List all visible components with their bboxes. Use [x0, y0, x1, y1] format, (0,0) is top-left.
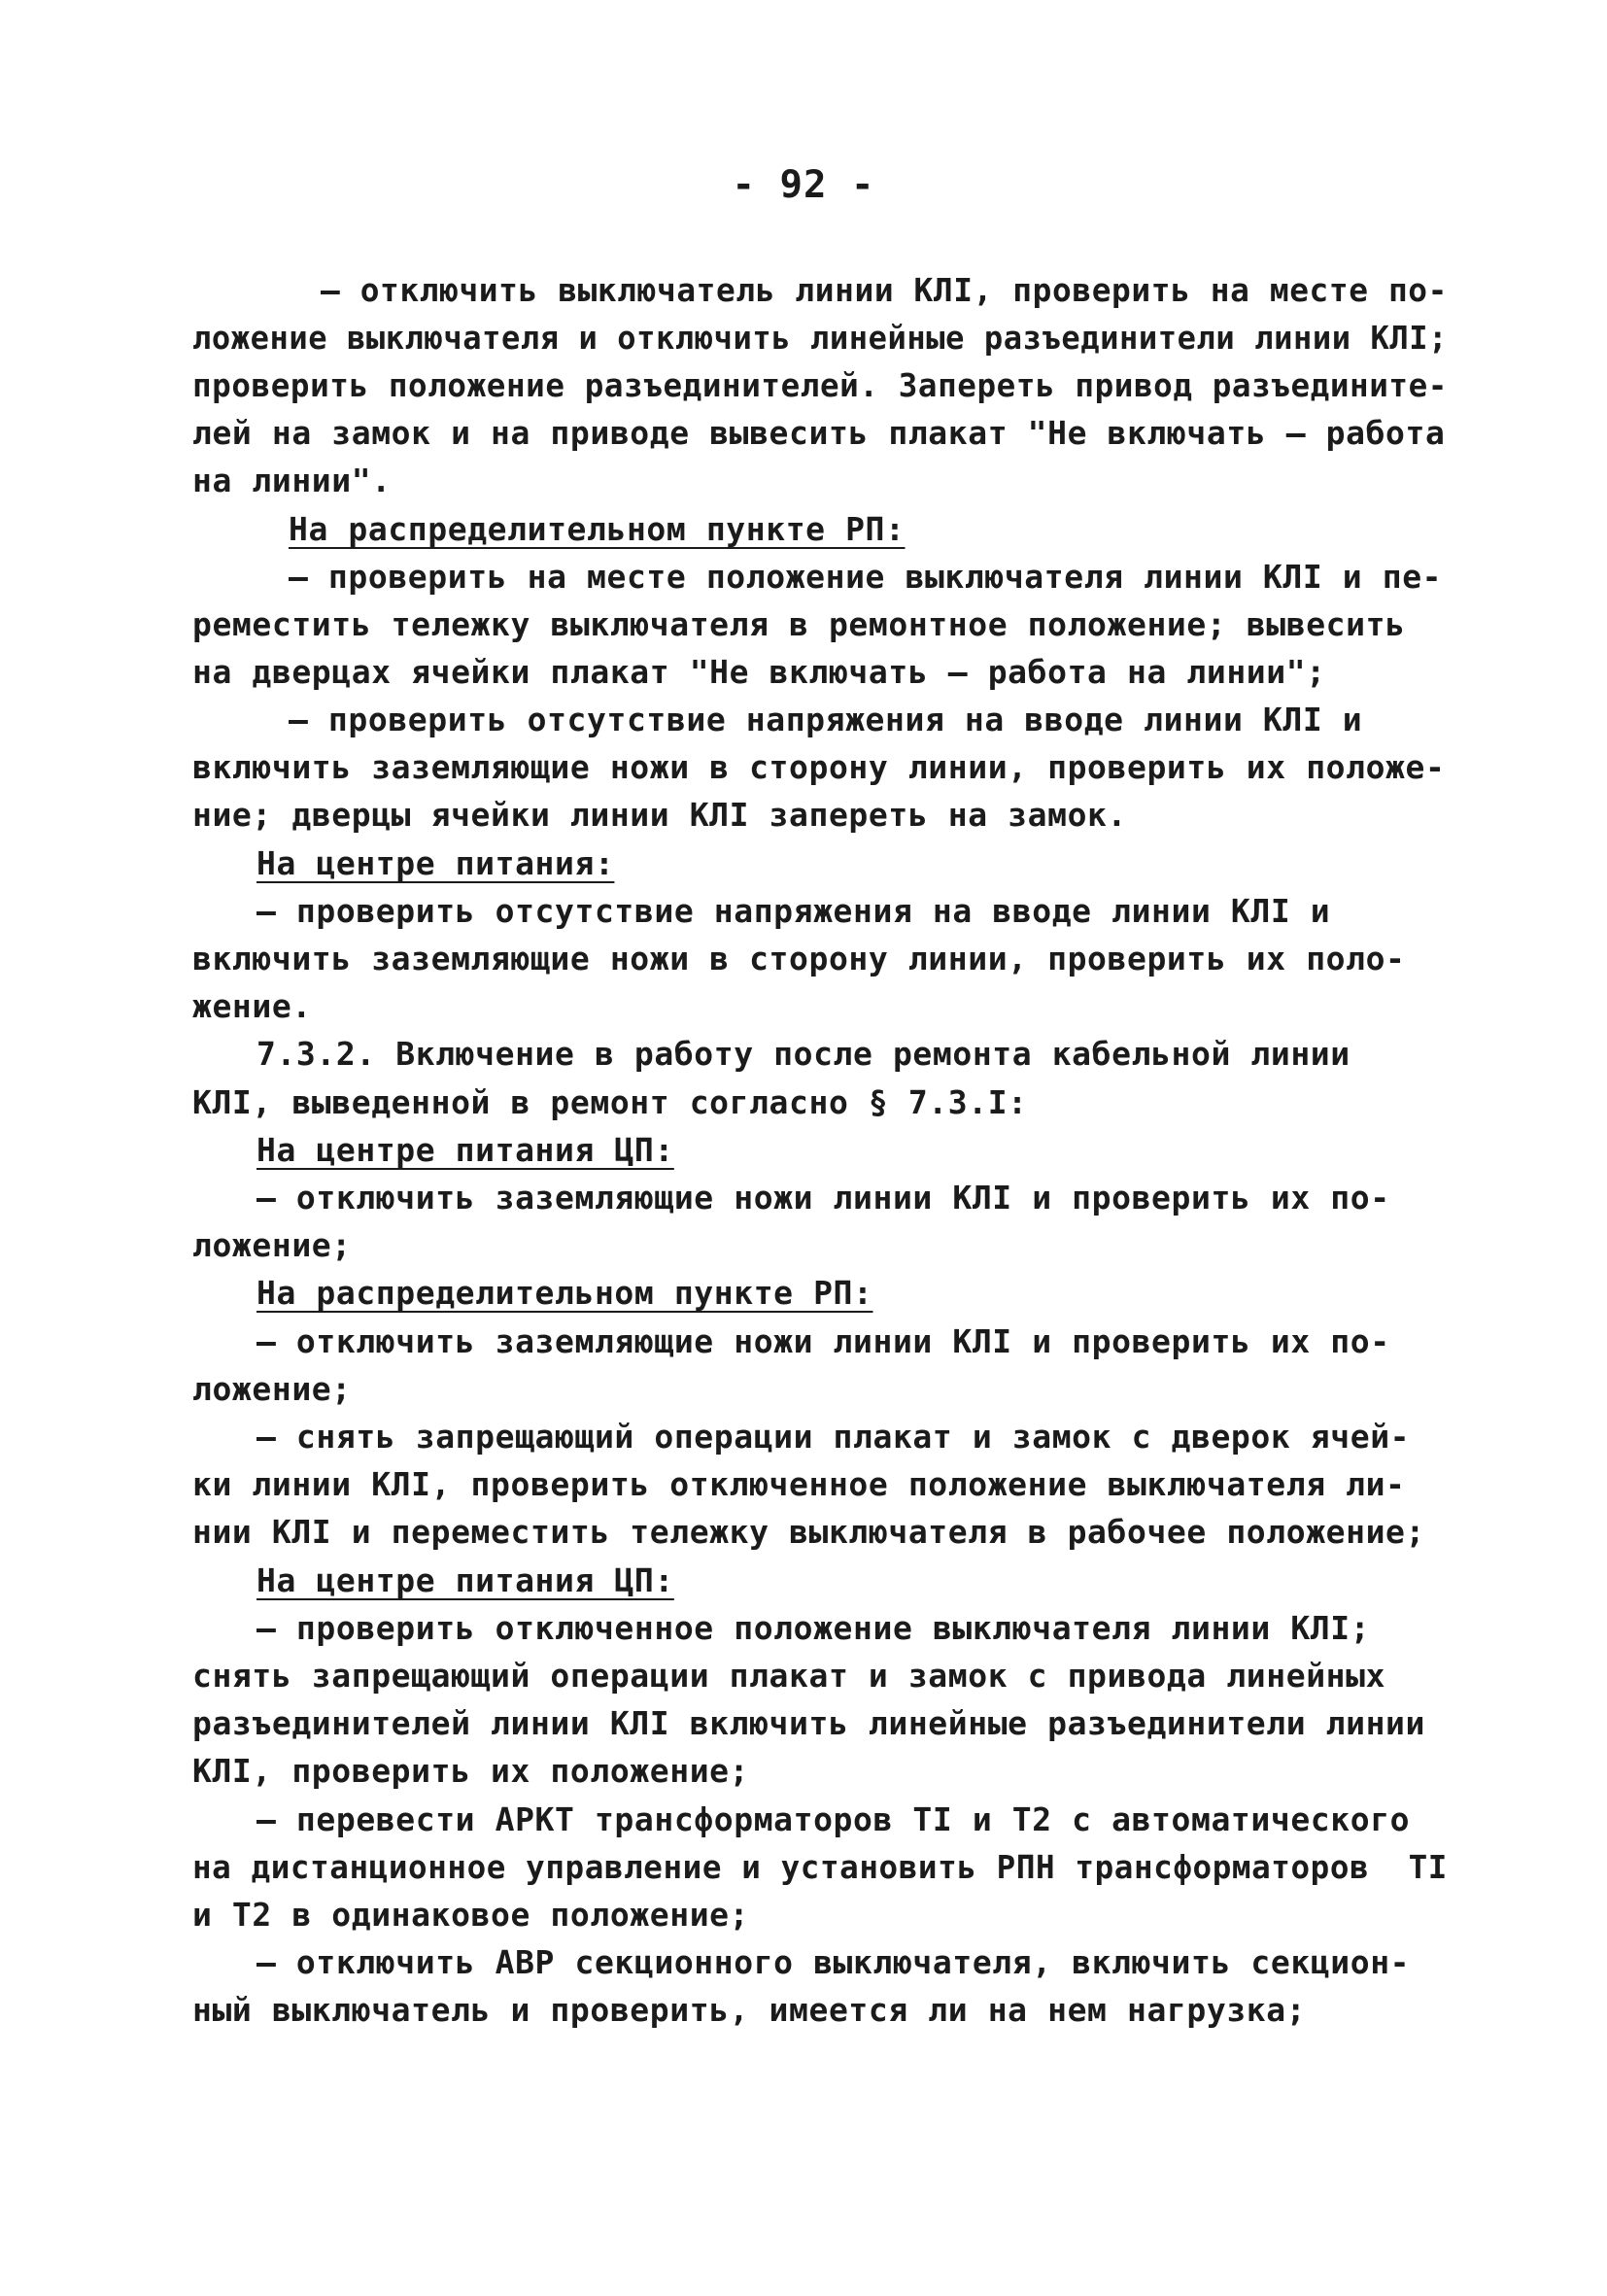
text-line: ложение выключателя и отключить линейные разъединители линии КЛI; — [192, 319, 1448, 357]
text-line: КЛI, проверить их положение; — [192, 1752, 750, 1790]
text-line: включить заземляющие ножи в сторону линии, проверить их поло- — [192, 940, 1406, 977]
text-line: – проверить отключенное положение выключателя линии КЛI; — [256, 1609, 1371, 1647]
text-line: – проверить отсутствие напряжения на вводе линии КЛI и — [256, 892, 1331, 930]
section-heading: На распределительном пункте РП: — [256, 1274, 873, 1312]
text-line: – проверить отсутствие напряжения на вводе линии КЛI и — [289, 701, 1363, 738]
text-line: разъединителей линии КЛI включить линейные разъединители линии — [192, 1704, 1425, 1742]
text-line: – отключить заземляющие ножи линии КЛI и проверить их по- — [256, 1179, 1390, 1217]
page-number: - 92 - — [732, 163, 875, 207]
text-line: проверить положение разъединителей. Запереть привод разъедините- — [192, 366, 1448, 404]
text-line: реместить тележку выключателя в ремонтное положение; вывесить — [192, 605, 1406, 643]
text-line: – проверить на месте положение выключателя линии КЛI и пе- — [289, 558, 1443, 596]
text-line: – отключить выключатель линии КЛI, проверить на месте по- — [321, 271, 1449, 309]
text-line: – перевести АРКТ трансформаторов ТI и Т2 с автоматического — [256, 1800, 1411, 1838]
text-line: на дверцах ячейки плакат "Не включать – работа на линии"; — [192, 653, 1326, 691]
section-heading: На распределительном пункте РП: — [289, 510, 906, 548]
text-line: лей на замок и на приводе вывесить плакат "Не включать – работа — [192, 414, 1446, 452]
text-line: снять запрещающий операции плакат и замок с привода линейных — [192, 1657, 1386, 1695]
text-line: – отключить заземляющие ножи линии КЛI и проверить их по- — [256, 1322, 1390, 1360]
text-line: на дистанционное управление и установить РПН трансформаторов ТI — [192, 1848, 1448, 1886]
text-line: ние; дверцы ячейки линии КЛI запереть на замок. — [192, 796, 1127, 834]
text-line: на линии". — [192, 462, 392, 499]
text-line: нии КЛI и переместить тележку выключателя в рабочее положение; — [192, 1513, 1425, 1551]
text-line: и Т2 в одинаковое положение; — [192, 1896, 750, 1934]
text-line: – снять запрещающий операции плакат и замок с дверок ячей- — [256, 1418, 1411, 1456]
text-line: ный выключатель и проверить, имеется ли на нем нагрузка; — [192, 1991, 1307, 2029]
text-line: 7.3.2. Включение в работу после ремонта кабельной линии — [256, 1035, 1351, 1073]
text-line: жение. — [192, 987, 312, 1025]
text-line: ки линии КЛI, проверить отключенное положение выключателя ли- — [192, 1465, 1406, 1503]
section-heading: На центре питания ЦП: — [256, 1561, 674, 1599]
text-line: – отключить АВР секционного выключателя, включить секцион- — [256, 1943, 1411, 1981]
text-line: ложение; — [192, 1226, 352, 1264]
section-heading: На центре питания: — [256, 844, 615, 882]
section-heading: На центре питания ЦП: — [256, 1131, 674, 1169]
text-line: КЛI, выведенной в ремонт согласно § 7.3.I: — [192, 1083, 1028, 1121]
text-line: ложение; — [192, 1370, 352, 1408]
text-line: включить заземляющие ножи в сторону линии, проверить их положе- — [192, 748, 1446, 786]
